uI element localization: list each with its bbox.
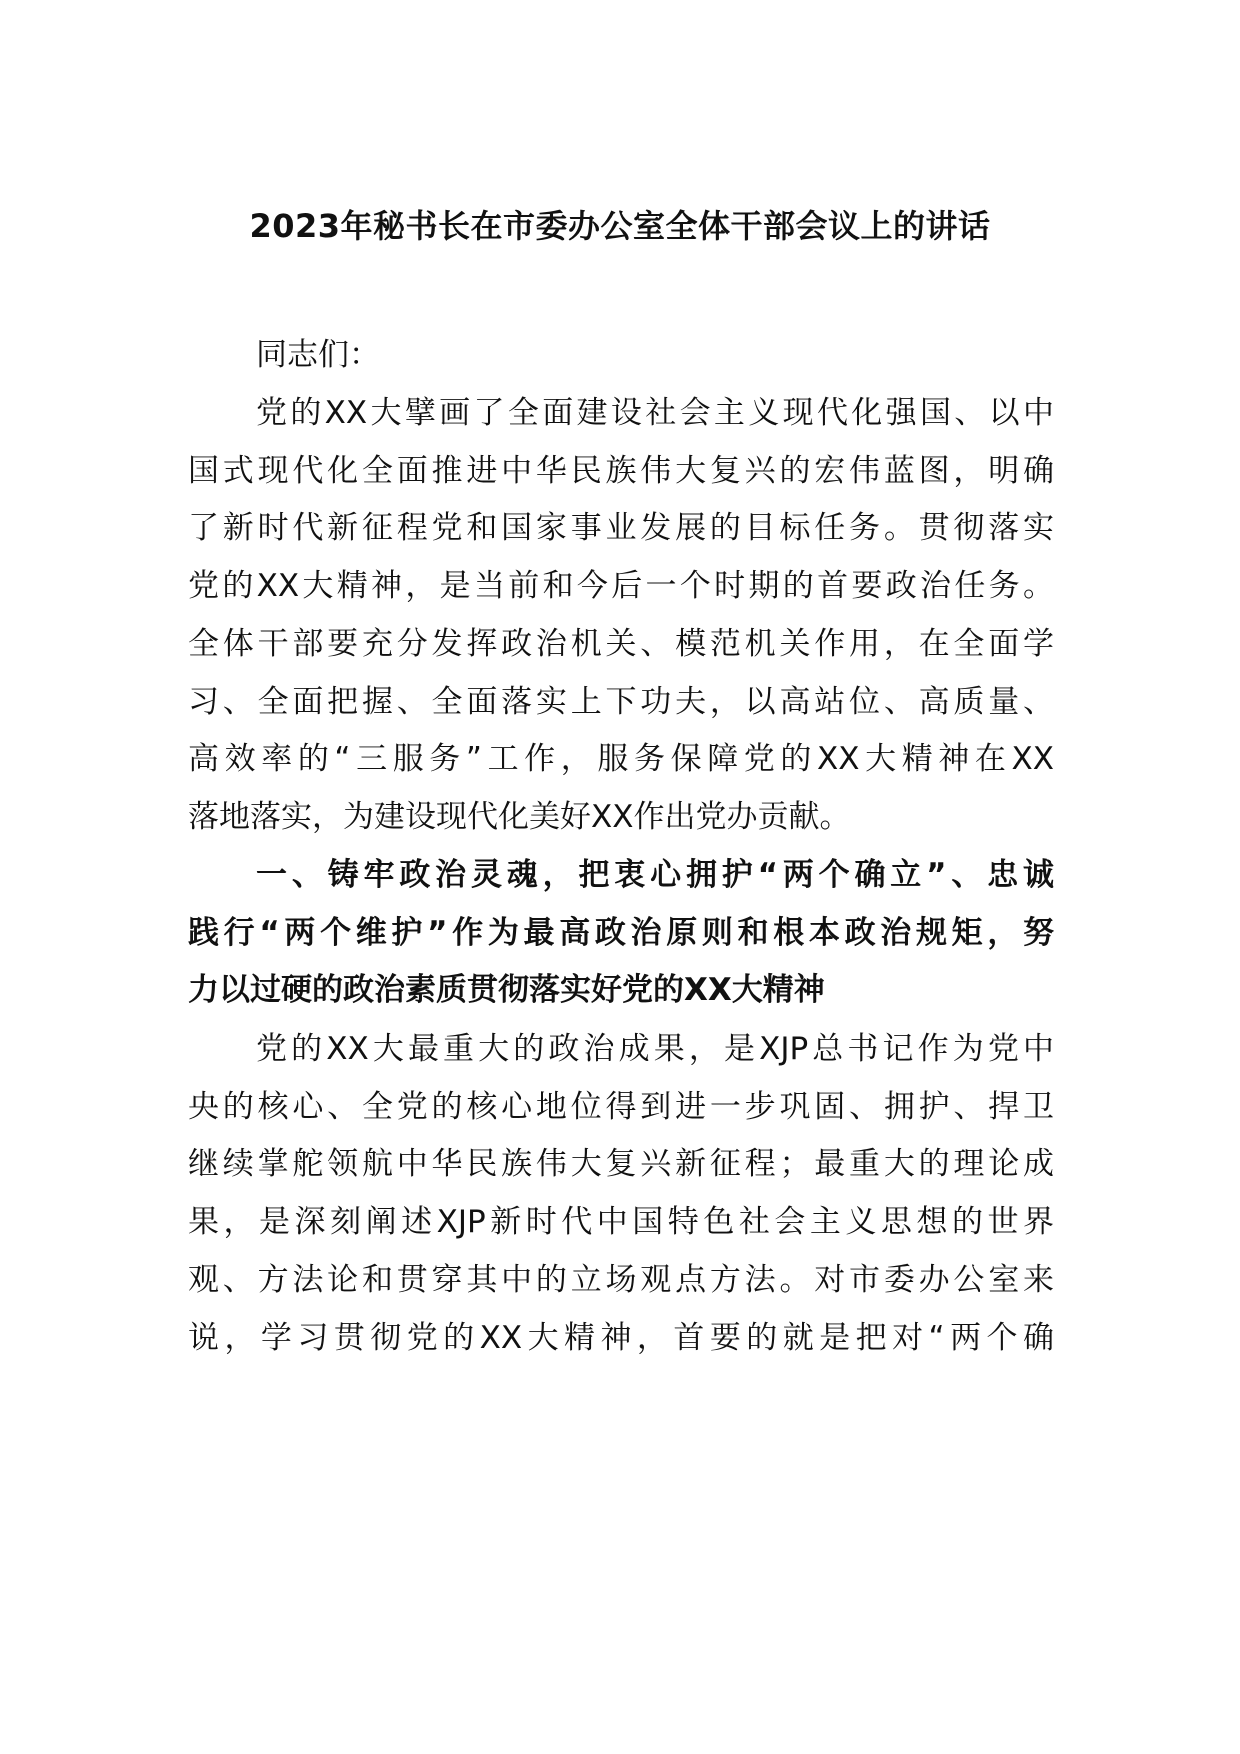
section-heading-line: 一、铸牢政治灵魂，把衷心拥护“两个确立”、忠诚	[256, 857, 1054, 893]
paragraph-line: 观、方法论和贯穿其中的立场观点方法。对市委办公室来	[188, 1262, 1054, 1298]
paragraph-line: 全体干部要充分发挥政治机关、模范机关作用，在全面学	[188, 626, 1054, 662]
paragraph-line: 党的XX大擘画了全面建设社会主义现代化强国、以中	[256, 395, 1054, 431]
section-heading-line: 践行“两个维护”作为最高政治原则和根本政治规矩，努	[188, 915, 1054, 951]
paragraph-line: 落地落实，为建设现代化美好XX作出党办贡献。	[188, 799, 851, 835]
section-heading-line: 力以过硬的政治素质贯彻落实好党的XX大精神	[188, 972, 825, 1008]
paragraph-line: 了新时代新征程党和国家事业发展的目标任务。贯彻落实	[188, 510, 1054, 546]
paragraph-line: 果，是深刻阐述XJP新时代中国特色社会主义思想的世界	[188, 1204, 1054, 1240]
paragraph-line: 党的XX大最重大的政治成果，是XJP总书记作为党中	[256, 1031, 1054, 1067]
paragraph-line: 党的XX大精神，是当前和今后一个时期的首要政治任务。	[188, 568, 1054, 604]
paragraph-line: 继续掌舵领航中华民族伟大复兴新征程；最重大的理论成	[188, 1146, 1054, 1182]
paragraph-line: 说，学习贯彻党的XX大精神，首要的就是把对“两个确	[188, 1320, 1054, 1356]
salutation: 同志们：	[256, 337, 380, 373]
paragraph-line: 国式现代化全面推进中华民族伟大复兴的宏伟蓝图，明确	[188, 453, 1054, 489]
paragraph-line: 习、全面把握、全面落实上下功夫，以高站位、高质量、	[188, 684, 1054, 720]
document-title: 2023年秘书长在市委办公室全体干部会议上的讲话	[249, 207, 991, 245]
paragraph-line: 央的核心、全党的核心地位得到进一步巩固、拥护、捍卫	[188, 1089, 1054, 1125]
paragraph-line: 高效率的“三服务”工作，服务保障党的XX大精神在XX	[188, 741, 1054, 777]
